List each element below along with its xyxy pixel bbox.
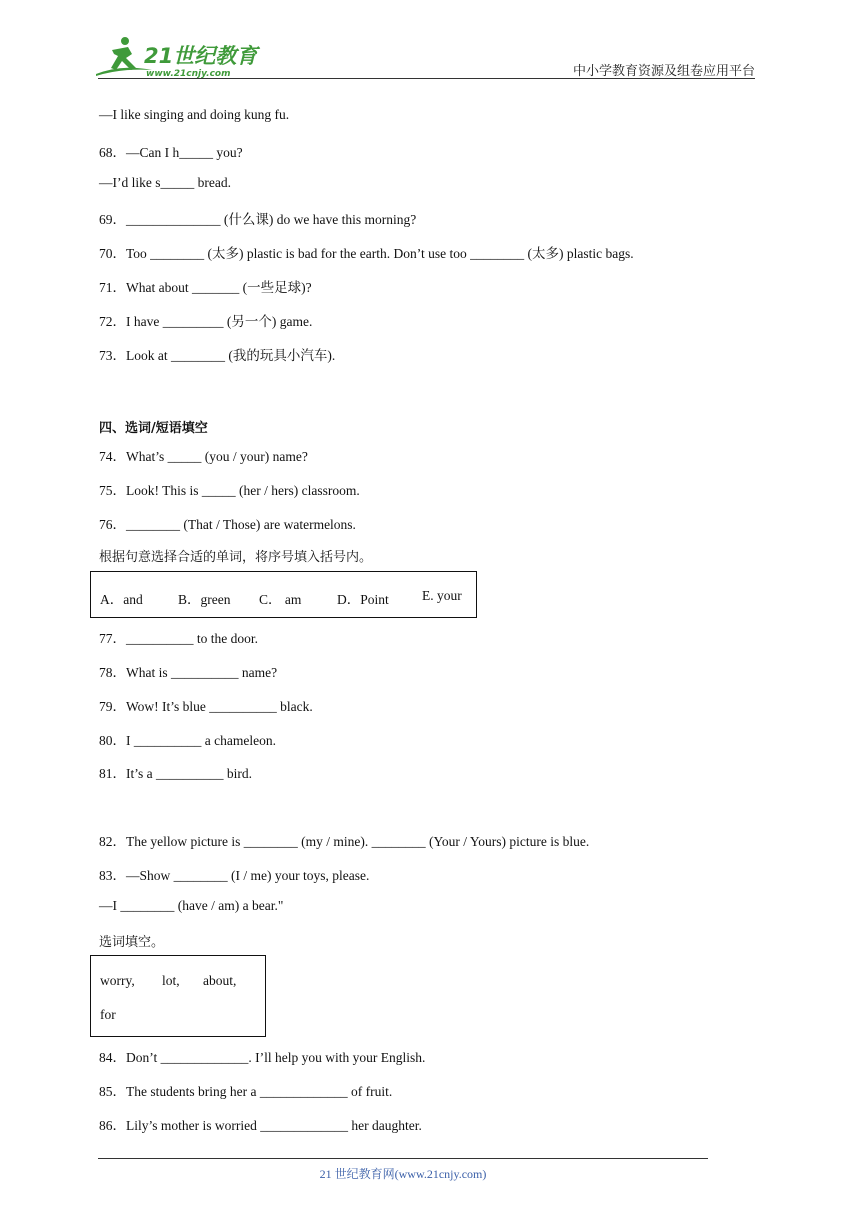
question-line: 75．Look! This is _____ (her / hers) classroom. xyxy=(99,483,360,498)
instruction-text: 选词填空。 xyxy=(99,935,165,950)
logo-url: www.21cnjy.com xyxy=(146,69,231,79)
option-e: E. your xyxy=(422,588,462,603)
option-d: D．Point xyxy=(337,592,389,607)
footer-link[interactable]: 21 世纪教育网(www.21cnjy.com) xyxy=(319,1167,487,1181)
options-box xyxy=(90,571,477,618)
word-about: about, xyxy=(203,973,237,988)
header-divider xyxy=(98,78,755,79)
footer-divider xyxy=(98,1158,708,1159)
question-line: 71．What about _______ (一些足球)? xyxy=(99,280,312,295)
question-line: 82．The yellow picture is ________ (my / mine). ________ (Your / Yours) picture is blue. xyxy=(99,834,590,849)
option-b: B．green xyxy=(178,592,231,607)
logo-text: 21世纪教育 xyxy=(144,44,258,68)
question-line: 70．Too ________ (太多) plastic is bad for the earth. Don’t use too ________ (太多) plastic bags. xyxy=(99,246,634,261)
option-a: A．and xyxy=(100,592,143,607)
question-line: 86．Lily’s mother is worried _____________ her daughter. xyxy=(99,1118,422,1133)
question-line: 76．________ (That / Those) are watermelons. xyxy=(99,517,356,532)
question-line: 85．The students bring her a _____________ of fruit. xyxy=(99,1084,393,1099)
instruction-text: 根据句意选择合适的单词，将序号填入括号内。 xyxy=(99,550,373,565)
question-line: 72．I have _________ (另一个) game. xyxy=(99,314,313,329)
header-platform-text: 中小学教育资源及组卷应用平台 xyxy=(572,63,755,78)
question-line: 79．Wow! It’s blue __________ black. xyxy=(99,699,313,714)
word-for: for xyxy=(100,1007,116,1022)
question-line: 77．__________ to the door. xyxy=(99,631,258,646)
question-line: 68．—Can I h_____ you? xyxy=(99,145,243,160)
question-line: —I like singing and doing kung fu. xyxy=(99,107,290,122)
section-heading: 四、选词/短语填空 xyxy=(99,421,208,436)
question-line: 83．—Show ________ (I / me) your toys, please. xyxy=(99,868,370,883)
question-line: 73．Look at ________ (我的玩具小汽车). xyxy=(99,348,336,363)
question-line: 84．Don’t _____________. I’ll help you with your English. xyxy=(99,1050,426,1065)
question-line: —I ________ (have / am) a bear." xyxy=(99,898,284,913)
word-bank-box xyxy=(90,955,266,1037)
question-line: —I’d like s_____ bread. xyxy=(99,175,231,190)
question-line: 74．What’s _____ (you / your) name? xyxy=(99,449,308,464)
site-logo xyxy=(92,34,262,80)
question-line: 69．______________ (什么课) do we have this morning? xyxy=(99,212,417,227)
word-worry: worry, xyxy=(100,973,135,988)
question-line: 80．I __________ a chameleon. xyxy=(99,733,276,748)
option-c: C． am xyxy=(259,592,302,607)
word-lot: lot, xyxy=(162,973,180,988)
question-line: 78．What is __________ name? xyxy=(99,665,278,680)
question-line: 81．It’s a __________ bird. xyxy=(99,766,252,781)
